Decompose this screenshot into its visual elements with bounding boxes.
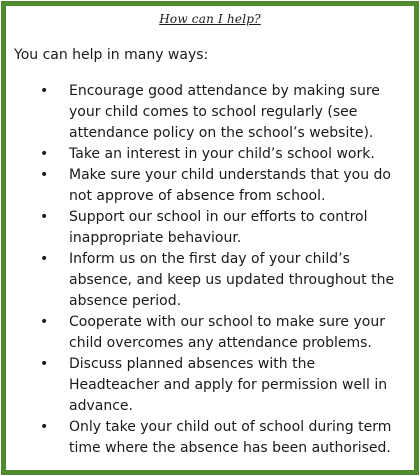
list-item (6, 165, 414, 207)
list-item (6, 207, 414, 249)
list-item (6, 417, 414, 459)
bullet-icon: • (40, 314, 49, 330)
document-frame (1, 1, 419, 475)
help-list (6, 81, 414, 459)
page-title: How can I help? (159, 12, 261, 26)
list-item (6, 249, 414, 312)
bullet-icon: • (40, 251, 49, 267)
list-item (6, 144, 414, 165)
list-item-text: Take an interest in your child’s school work. (69, 146, 375, 162)
list-item (6, 81, 414, 144)
bullet-icon: • (40, 419, 49, 435)
list-item-text: Discuss planned absences with the Headteacher and apply for permission well in advance. (69, 356, 388, 414)
bullet-icon: • (40, 209, 49, 225)
list-item (6, 354, 414, 417)
list-item-text: Encourage good attendance by making sure your child comes to school regularly (see attendance policy on the school’s website). (69, 83, 380, 141)
intro-text: You can help in many ways: (14, 47, 209, 63)
list-item-text: Make sure your child understands that you do not approve of absence from school. (69, 167, 391, 204)
bullet-icon: • (40, 356, 49, 372)
bullet-icon: • (40, 146, 49, 162)
list-item-text: Cooperate with our school to make sure your child overcomes any attendance problems. (69, 314, 385, 351)
list-item-text: Inform us on the first day of your child’s absence, and keep us updated throughout the absence period. (69, 251, 395, 309)
bullet-icon: • (40, 167, 49, 183)
list-item (6, 312, 414, 354)
list-item-text: Support our school in our efforts to control inappropriate behaviour. (69, 209, 368, 246)
bullet-icon: • (40, 83, 49, 99)
list-item-text: Only take your child out of school during term time where the absence has been authorised. (69, 419, 392, 456)
